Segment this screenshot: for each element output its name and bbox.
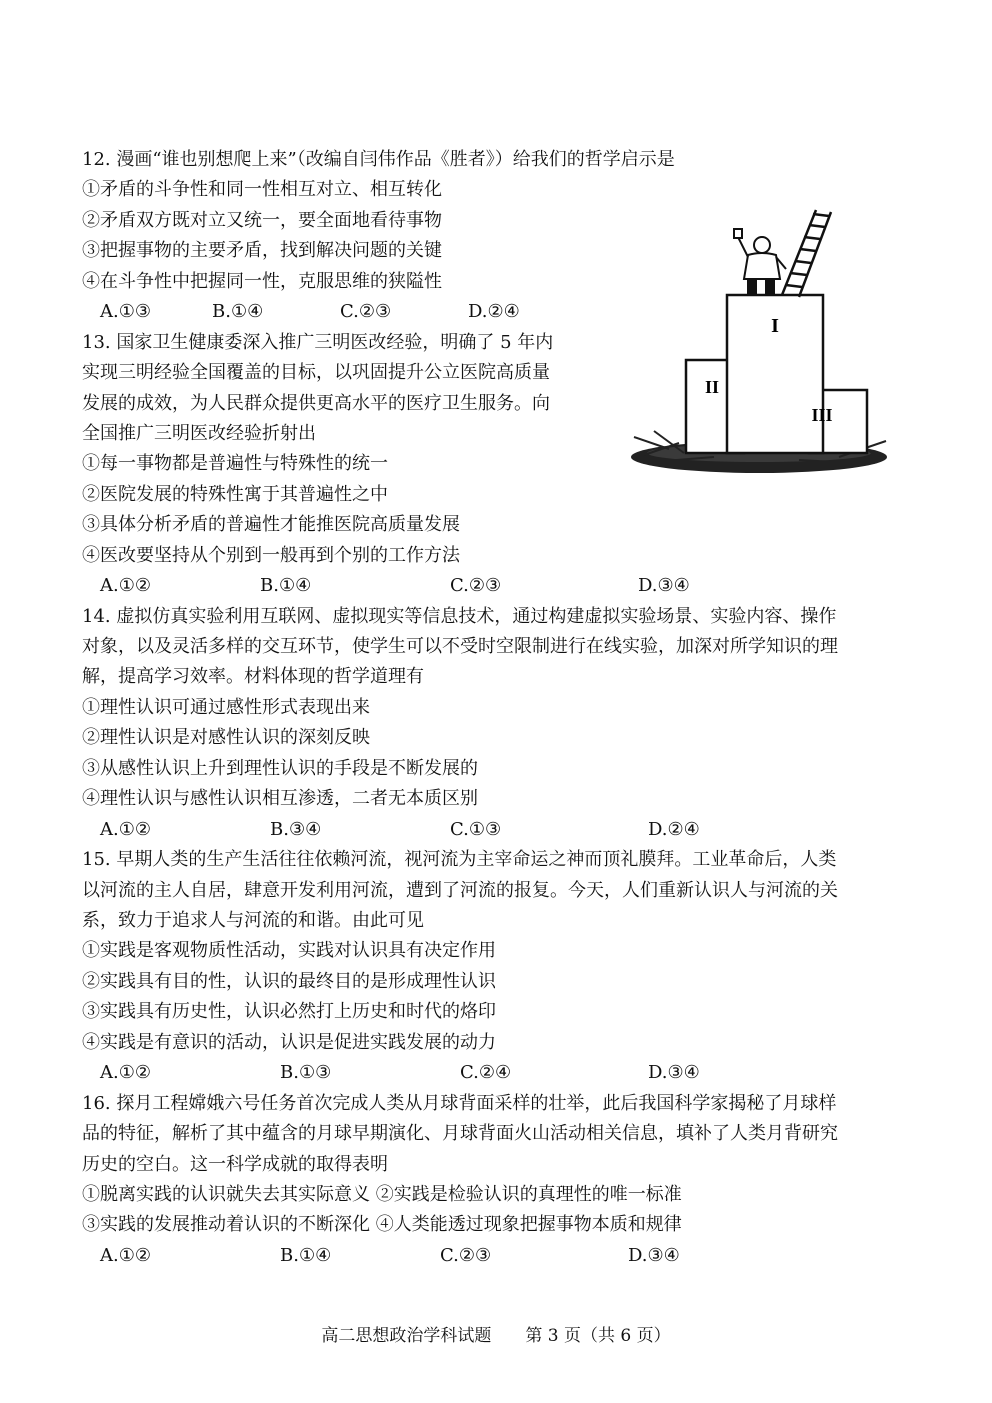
q12-item-4: ④在斗争性中把握同一性，克服思维的狭隘性 bbox=[82, 271, 442, 292]
q16-stem-1: 16. 探月工程嫦娥六号任务首次完成人类从月球背面采样的壮举，此后我国科学家揭秘了月球样 bbox=[82, 1093, 837, 1114]
q16-item-row-2: ③实践的发展推动着认识的不断深化 ④人类能透过现象把握事物本质和规律 bbox=[82, 1214, 682, 1235]
q14-option-a: A.①② bbox=[100, 819, 151, 840]
q15-option-a: A.①② bbox=[100, 1062, 151, 1083]
q16-option-b: B.①④ bbox=[280, 1245, 332, 1266]
q13-item-3: ③具体分析矛盾的普遍性才能推医院高质量发展 bbox=[82, 514, 460, 535]
q14-option-c: C.①③ bbox=[450, 819, 502, 840]
q16-option-d: D.③④ bbox=[628, 1245, 680, 1266]
q14-option-d: D.②④ bbox=[648, 819, 700, 840]
q12-option-c: C.②③ bbox=[340, 301, 392, 322]
q12-item-2: ②矛盾双方既对立又统一，要全面地看待事物 bbox=[82, 210, 442, 231]
q14-stem-2: 对象，以及灵活多样的交互环节，使学生可以不受时空限制进行在线实验，加深对所学知识的理 bbox=[82, 636, 838, 657]
q14-item-2: ②理性认识是对感性认识的深刻反映 bbox=[82, 727, 370, 748]
q12-option-b: B.①④ bbox=[212, 301, 264, 322]
q15-stem-2: 以河流的主人自居，肆意开发利用河流，遭到了河流的报复。今天，人们重新认识人与河流的关 bbox=[82, 880, 838, 901]
q13-item-2: ②医院发展的特殊性寓于其普遍性之中 bbox=[82, 484, 388, 505]
q14-item-3: ③从感性认识上升到理性认识的手段是不断发展的 bbox=[82, 758, 478, 779]
q12-option-a: A.①③ bbox=[100, 301, 151, 322]
q14-stem-1: 14. 虚拟仿真实验利用互联网、虚拟现实等信息技术，通过构建虚拟实验场景、实验内容、操作 bbox=[82, 606, 837, 627]
q15-option-c: C.②④ bbox=[460, 1062, 512, 1083]
q13-stem-4: 全国推广三明医改经验折射出 bbox=[82, 423, 316, 444]
q14-stem-3: 解，提高学习效率。材料体现的哲学道理有 bbox=[82, 666, 424, 687]
q13-stem-3: 发展的成效，为人民群众提供更高水平的医疗卫生服务。向 bbox=[82, 393, 550, 414]
q13-item-1: ①每一事物都是普遍性与特殊性的统一 bbox=[82, 453, 388, 474]
q13-option-c: C.②③ bbox=[450, 575, 502, 596]
q16-stem-3: 历史的空白。这一科学成就的取得表明 bbox=[82, 1154, 388, 1175]
ladder bbox=[782, 210, 831, 297]
q12-stem: 12. 漫画“谁也别想爬上来”（改编自闫伟作品《胜者》）给我们的哲学启示是 bbox=[82, 149, 675, 170]
q15-stem-3: 系，致力于追求人与河流的和谐。由此可见 bbox=[82, 910, 424, 931]
q16-item-row-1: ①脱离实践的认识就失去其实际意义 ②实践是检验认识的真理性的唯一标准 bbox=[82, 1184, 682, 1205]
q13-option-a: A.①② bbox=[100, 575, 151, 596]
q12-item-3: ③把握事物的主要矛盾，找到解决问题的关键 bbox=[82, 240, 442, 261]
q16-option-c: C.②③ bbox=[440, 1245, 492, 1266]
q15-stem-1: 15. 早期人类的生产生活往往依赖河流，视河流为主宰命运之神而顶礼膜拜。工业革命后，人类 bbox=[82, 849, 837, 870]
q15-item-3: ③实践具有历史性，认识必然打上历史和时代的烙印 bbox=[82, 1001, 496, 1022]
q12-item-1: ①矛盾的斗争性和同一性相互对立、相互转化 bbox=[82, 179, 442, 200]
q14-item-4: ④理性认识与感性认识相互渗透，二者无本质区别 bbox=[82, 788, 478, 809]
q15-item-1: ①实践是客观物质性活动，实践对认识具有决定作用 bbox=[82, 940, 496, 961]
q13-option-d: D.③④ bbox=[638, 575, 690, 596]
q13-item-4: ④医改要坚持从个别到一般再到个别的工作方法 bbox=[82, 545, 460, 566]
q13-stem-1: 13. 国家卫生健康委深入推广三明医改经验，明确了 5 年内 bbox=[82, 332, 554, 353]
q15-item-2: ②实践具有目的性，认识的最终目的是形成理性认识 bbox=[82, 971, 496, 992]
cartoon-figure bbox=[624, 205, 894, 480]
podium-label-2: II bbox=[704, 377, 720, 397]
podium-label-1: I bbox=[771, 315, 779, 337]
q15-item-4: ④实践是有意识的活动，认识是促进实践发展的动力 bbox=[82, 1032, 496, 1053]
q14-option-b: B.③④ bbox=[270, 819, 322, 840]
q15-option-d: D.③④ bbox=[648, 1062, 700, 1083]
q13-stem-2: 实现三明经验全国覆盖的目标，以巩固提升公立医院高质量 bbox=[82, 362, 550, 383]
q12-option-d: D.②④ bbox=[468, 301, 520, 322]
q16-option-a: A.①② bbox=[100, 1245, 151, 1266]
q15-option-b: B.①③ bbox=[280, 1062, 332, 1083]
q16-stem-2: 品的特征，解析了其中蕴含的月球早期演化、月球背面火山活动相关信息，填补了人类月背研究 bbox=[82, 1123, 838, 1144]
podium-label-3: III bbox=[811, 405, 833, 425]
q13-option-b: B.①④ bbox=[260, 575, 312, 596]
person bbox=[734, 229, 786, 295]
q14-item-1: ①理性认识可通过感性形式表现出来 bbox=[82, 697, 370, 718]
page-footer: 高二思想政治学科试题 第 3 页（共 6 页） bbox=[321, 1326, 671, 1346]
